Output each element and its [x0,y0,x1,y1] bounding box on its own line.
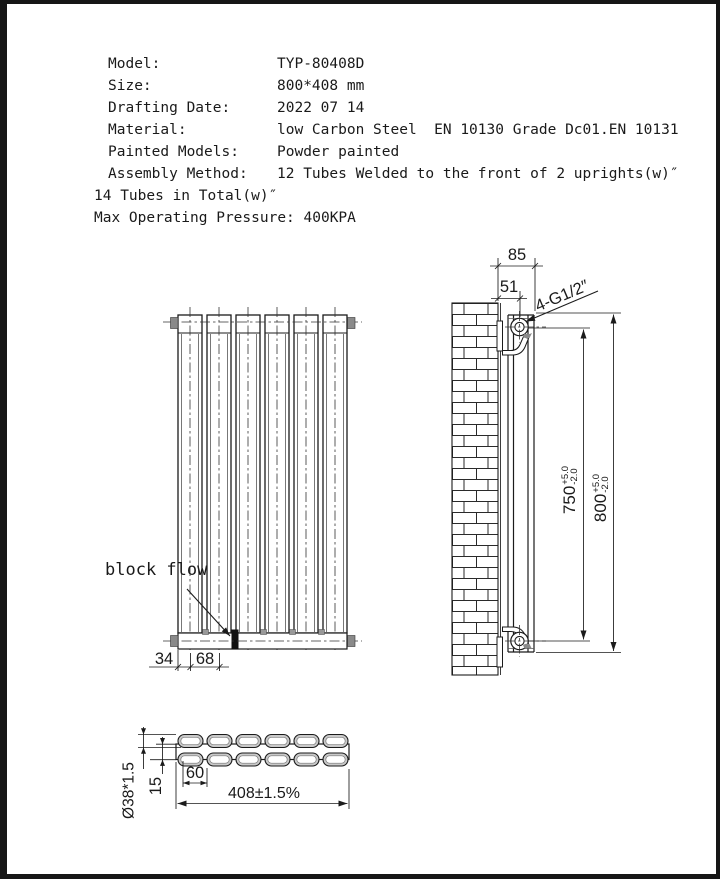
front-view-drawing [149,307,362,671]
spec-label: Painted Models: [108,144,239,160]
spec-value: low Carbon Steel EN 10130 Grade Dc01.EN 10131 [277,122,679,138]
port-spec-label: 4-G1/2″ [532,276,592,316]
wall-brackets [497,321,529,667]
spec-row-size [94,78,714,94]
dim-800-tolerance [592,474,611,493]
dim-408-label: 408±1.5% [228,785,300,802]
tol-plus: +5.0 [590,473,602,493]
wall-brick-hatch [452,303,498,675]
spec-row-model [94,56,714,72]
block-flow-marker [232,630,239,650]
dim-750-label [559,463,581,517]
side-view-drawing [452,258,621,675]
spec-label: Drafting Date: [108,100,231,116]
spec-value: 2022 07 14 [277,100,365,116]
spec-note-tubes-total: 14 Tubes in Total(w)″ [94,188,278,204]
spec-row-material [94,122,714,138]
dim-60-label: 60 [185,764,205,782]
spec-table [94,56,714,232]
dim-34-label: 34 [154,650,174,668]
spec-value: 12 Tubes Welded to the front of 2 uprights(w)″ [277,166,679,182]
spec-row-drafting-date [94,100,714,116]
dim-51-label: 51 [499,278,519,296]
dim-tube-section-label: Ø38*1.5 [120,762,138,819]
dim-750-value: 750 [560,485,579,515]
dim-85-label: 85 [507,246,527,264]
spec-value: 800*408 mm [277,78,365,94]
spec-value: Powder painted [277,144,400,160]
block-flow-annotation: block flow [105,560,208,580]
spec-label: Model: [108,56,161,72]
tol-plus: +5.0 [559,465,571,485]
dim-15-label: 15 [146,776,165,796]
spec-value: TYP-80408D [277,56,365,72]
dim-68-label: 68 [195,650,215,668]
spec-row-assembly-method [94,166,714,182]
dim-800-label [590,471,612,525]
spec-label: Material: [108,122,187,138]
side-dimensions [490,258,621,653]
spec-note-max-pressure: Max Operating Pressure: 400KPA [94,210,356,226]
port-fittings [505,311,546,657]
tol-minus: -2.0 [569,468,580,485]
dim-750-tolerance [561,466,580,485]
dim-800-value: 800 [591,493,610,523]
tol-minus: -2.0 [600,476,611,493]
spec-label: Size: [108,78,152,94]
spec-row-painted-models [94,144,714,160]
spec-label: Assembly Method: [108,166,248,182]
